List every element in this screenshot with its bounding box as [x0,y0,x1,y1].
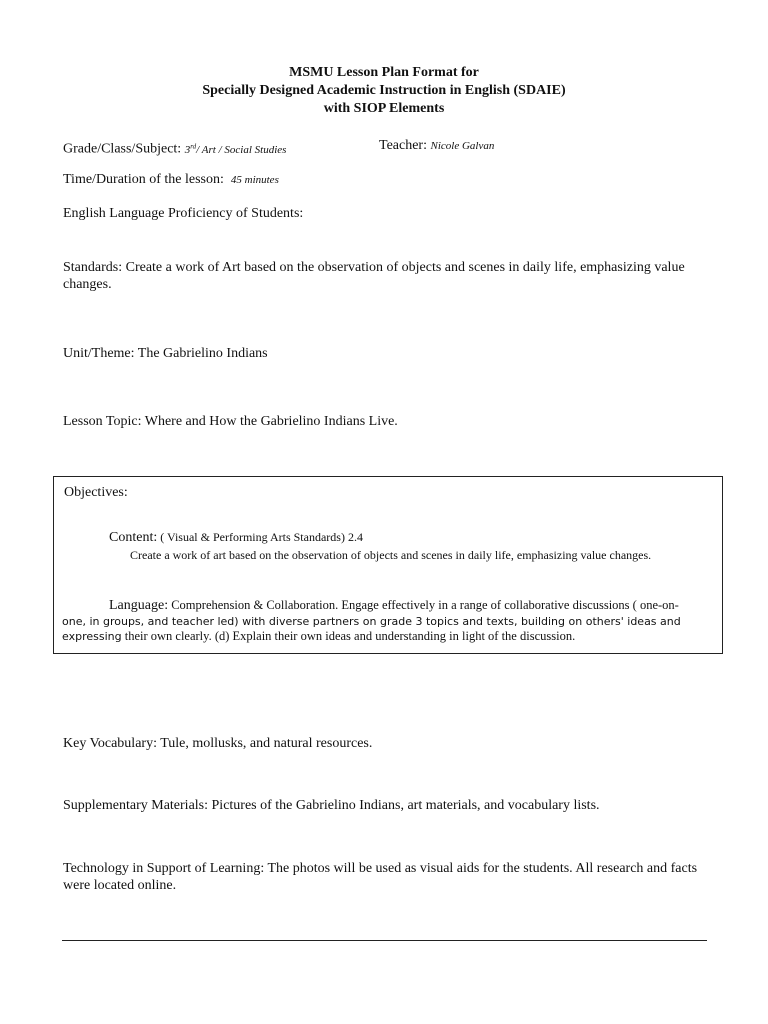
proficiency-row [63,205,303,223]
objectives-heading: Objectives: [64,485,128,500]
language-text-part3: their own clearly. (d) Explain their own ideas and understanding in light of the discussion. [121,629,576,643]
language-text-part1: Comprehension & Collaboration. Engage effectively in a range of collaborative discussions ( one-on- [168,598,679,612]
footer-divider [62,940,707,941]
content-standard: ( Visual & Performing Arts Standards) 2.4 [157,530,363,544]
technology-paragraph: Technology in Support of Learning: The photos will be used as visual aids for the students. All research and facts were located online. [63,861,698,893]
supplementary-materials-row: Supplementary Materials: Pictures of the Gabrielino Indians, art materials, and vocabulary lists. [63,798,600,813]
key-vocabulary-row: Key Vocabulary: Tule, mollusks, and natural resources. [63,736,373,751]
title-line-3: with SIOP Elements [323,101,445,116]
grade-label: Grade/Class/Subject: [63,141,182,157]
grade-class-subject-row [63,137,286,159]
content-label: Content: [109,530,158,545]
content-objective-row [109,530,363,546]
teacher-row [379,137,494,155]
duration-label: Time/Duration of the lesson: [63,172,224,187]
language-label: Language: [109,598,169,613]
grade-value-number: 3 [184,143,191,156]
standards-paragraph: Standards: Create a work of Art based on the observation of objects and scenes in daily life, emphasizing value changes. [63,260,685,292]
objectives-box [53,476,723,654]
lesson-topic-row: Lesson Topic: Where and How the Gabrielino Indians Live. [63,414,398,429]
teacher-value: Nicole Galvan [430,140,495,152]
unit-theme-row: Unit/Theme: The Gabrielino Indians [63,346,268,361]
grade-value-ordinal: rd [190,142,197,150]
duration-row [63,171,279,189]
title-line-1: MSMU Lesson Plan Format for [289,65,479,80]
title-line-2: Specially Designed Academic Instruction in English (SDAIE) [202,83,566,98]
grade-value-subjects: / Art / Social Studies [196,143,287,156]
content-description: Create a work of art based on the observation of objects and scenes in daily life, emphasizing value changes. [130,548,652,562]
teacher-label: Teacher: [379,138,427,153]
language-text-part2: one, in groups, and teacher led) with diverse partners on grade 3 topics and texts, building on others' ideas and expressing [62,614,681,643]
language-objective-line [62,598,714,614]
duration-value: 45 minutes [230,174,279,186]
language-objective [62,598,714,645]
proficiency-label: English Language Proficiency of Students: [63,206,304,221]
document-title [0,64,768,118]
grade-value [185,144,287,156]
